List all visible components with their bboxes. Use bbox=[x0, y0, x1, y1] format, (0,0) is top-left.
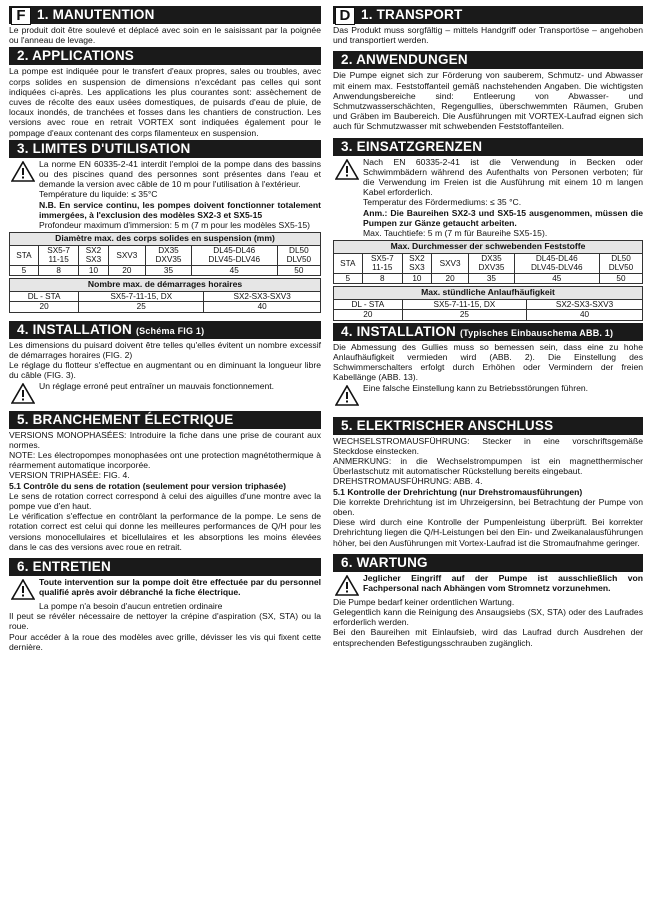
paragraph: Die Pumpe bedarf keiner ordentlichen Wartung. bbox=[333, 596, 515, 607]
table-header-cell: DL - STA bbox=[334, 299, 403, 310]
subsection-title: 5.1 Kontrolle der Drehrichtung (nur Drehstromausführungen) bbox=[333, 486, 583, 497]
section-heading: 5. BRANCHEMENT ÉLECTRIQUE bbox=[9, 411, 321, 429]
subsection-title: 5.1 Contrôle du sens de rotation (seulement pour version triphasée) bbox=[9, 480, 286, 491]
paragraph: Gelegentlich kann die Reinigung des Ansaugsiebs (SX, STA) oder des Laufrades erforderlich werden. bbox=[333, 607, 643, 628]
paragraph: Das Produkt muss sorgfältig – mittels Handgriff oder Transportöse – angehoben und transportiert werden. bbox=[333, 25, 643, 46]
paragraph: Les dimensions du puisard doivent être telles qu'elles évitent un nombre excessif de démarrages horaires (FIG. 2) bbox=[9, 339, 321, 360]
warning-triangle-icon bbox=[335, 159, 359, 180]
paragraph: Le vérification s'effectue en contrôlant la performance de la pompe. Le sens de rotation correct est celui qui donne les meilleures performances de Q/H pour les versions monocellulaires et bicellulaires et les absorptions les moins élevées dans le cas des versions avec roue en retrait. bbox=[9, 511, 321, 552]
section-title: 1. MANUTENTION bbox=[37, 7, 155, 22]
paragraph: WECHSELSTROMAUSFÜHRUNG: Stecker in eine vorschriftsgemäße Steckdose einstecken. bbox=[333, 435, 643, 456]
warning-text: Eine falsche Einstellung kann zu Betriebsstörungen führen. bbox=[363, 382, 589, 393]
table-cell: 40 bbox=[204, 302, 321, 313]
paragraph: VERSIONS MONOPHASÉES: Introduire la fiche dans une prise de courant aux normes. bbox=[9, 429, 321, 450]
table-cell: 35 bbox=[146, 265, 192, 276]
note-label: N.B. bbox=[39, 199, 57, 210]
section-heading: 3. LIMITES D'UTILISATION bbox=[9, 140, 321, 158]
section-heading: 2. ANWENDUNGEN bbox=[333, 51, 643, 69]
paragraph: Le produit doit être soulevé et déplacé avec soin en le saisissant par la poignée ou l'anneau de levage. bbox=[9, 25, 321, 46]
table-header-cell: STA bbox=[10, 245, 39, 265]
warning-block bbox=[9, 159, 321, 190]
table-header-cell: DL45-DL46 DLV45-DLV46 bbox=[514, 253, 599, 273]
table-header-cell: SX2-SX3-SXV3 bbox=[527, 299, 643, 310]
paragraph: Diese wird durch eine Kontrolle der Pumpenleistung überprüft. Bei korrekter Drehrichtung liegen die Q/H-Leistungen bei den Ein- und Zweikanalausführungen höher, bei den Ausführungen mit Vortex-Laufrad ist die Stromaufnahme geringer. bbox=[333, 517, 643, 548]
warning-block bbox=[333, 573, 643, 597]
note-label: Anm.: bbox=[363, 207, 388, 218]
paragraph: Bei den Baureihen mit Einlaufsieb, wird das Laufrad durch Ausdrehen der entsprechenden Befestigungsschrauben zugänglich. bbox=[333, 627, 643, 648]
table-header-cell: DX35 DXV35 bbox=[146, 245, 192, 265]
table-header-cell: DX35 DXV35 bbox=[469, 253, 514, 273]
depth-line: Max. Tauchtiefe: 5 m (7 m für Baureihe SX5-15). bbox=[363, 228, 548, 239]
warning-text: Jeglicher Eingriff auf der Pumpe ist ausschließlich von Fachpersonal nach Abhängen vom Stromnetz vorzunehmen. bbox=[363, 572, 643, 593]
table-cell: 50 bbox=[277, 265, 320, 276]
table-header-cell: SXV3 bbox=[431, 253, 468, 273]
table-header-cell: STA bbox=[334, 253, 363, 273]
table-cell: 10 bbox=[79, 265, 108, 276]
warning-triangle-icon bbox=[11, 383, 35, 404]
paragraph: DREHSTROMAUSFÜHRUNG: ABB. 4. bbox=[333, 476, 483, 487]
table-cell: 20 bbox=[108, 265, 146, 276]
warning-triangle-icon bbox=[11, 161, 35, 182]
table-caption: Nombre max. de démarrages horaires bbox=[10, 279, 321, 292]
table-cell: 5 bbox=[10, 265, 39, 276]
table-header-cell: SX2 SX3 bbox=[402, 253, 431, 273]
table-cell: 50 bbox=[599, 273, 642, 284]
temperature-line: Temperatur des Fördermediums: ≤ 35 °C. bbox=[363, 197, 522, 208]
table-caption: Diamètre max. des corps solides en suspension (mm) bbox=[10, 233, 321, 246]
section-title: 1. TRANSPORT bbox=[361, 7, 463, 22]
depth-line: Profondeur maximum d'immersion: 5 m (7 m pour les modèles SX5-15) bbox=[39, 220, 311, 231]
section-heading: 3. EINSATZGRENZEN bbox=[333, 138, 643, 156]
table-cell: 25 bbox=[402, 310, 526, 321]
paragraph: Pour accéder à la roue des modèles avec grille, dévisser les vis qui fixent cette dernière. bbox=[9, 631, 321, 652]
note bbox=[333, 208, 643, 228]
paragraph: Die korrekte Drehrichtung ist im Uhrzeigersinn, bei Betrachtung der Pumpe von oben. bbox=[333, 496, 643, 517]
section-heading: 5. ELEKTRISCHER ANSCHLUSS bbox=[333, 417, 643, 435]
section-heading: 6. ENTRETIEN bbox=[9, 558, 321, 576]
table-cell: 8 bbox=[38, 265, 79, 276]
paragraph: Le réglage du flotteur s'effectue en augmentant ou en diminuant la longueur libre du câble (FIG. 3). bbox=[9, 360, 321, 381]
table-header-cell: DL50 DLV50 bbox=[277, 245, 320, 265]
paragraph: La pompe n'a besoin d'aucun entretien ordinaire bbox=[39, 601, 223, 611]
paragraph: Il peut se révéler nécessaire de nettoyer la crépine d'aspiration (SX, STA) ou la roue. bbox=[9, 611, 321, 632]
note bbox=[9, 200, 321, 220]
table-cell: 8 bbox=[362, 273, 402, 284]
warning-text: Un réglage erroné peut entraîner un mauvais fonctionnement. bbox=[39, 380, 275, 391]
table-header-cell: DL - STA bbox=[10, 291, 79, 302]
table-header-cell: SXV3 bbox=[108, 245, 146, 265]
solids-diameter-table bbox=[9, 232, 321, 276]
table-cell: 20 bbox=[431, 273, 468, 284]
warning-triangle-icon bbox=[335, 575, 359, 596]
warning-text: La norme EN 60335-2-41 interdit l'emploi de la pompe dans des bassins ou des piscines quand des personnes sont présentes dans l'eau et demande la version avec câble de 10 m pour l'utilisation à l'extérieur. bbox=[39, 158, 321, 190]
table-cell: 10 bbox=[402, 273, 431, 284]
warning-block bbox=[9, 381, 321, 405]
table-header-cell: SX5-7 11-15 bbox=[362, 253, 402, 273]
table-header-cell: DL45-DL46 DLV45-DLV46 bbox=[191, 245, 277, 265]
starts-per-hour-table bbox=[9, 278, 321, 313]
paragraph: NOTE: Les électropompes monophasées ont une protection magnétothermique à réarmement automatique incorporée. bbox=[9, 449, 321, 471]
paragraph: La pompe est indiquée pour le transfert d'eaux propres, sales ou troubles, avec corps solides en suspension de dimensions n'excédant pas celles qui sont indiquées ci-après. Les applications les plus courantes sont: assèchement de cuves de récolte des eaux usées domestiques, de puisards d'eau de pluie, de locaux inondés, de tranchées et fosses dans les chantiers de construction. Les versions avec roue en retrait VORTEX sont indiquées également pour le pompage d'eaux contenant des corps filamenteux en suspension. bbox=[9, 66, 321, 138]
section-title-note: (Schéma FIG 1) bbox=[135, 325, 205, 336]
warning-block bbox=[333, 157, 643, 198]
paragraph: Die Pumpe eignet sich zur Förderung von sauberem, Schmutz- und Abwasser mit einem max. Feststoffanteil gemäß nachstehenden Angaben. Die wichtigsten Anwendungsbereiche sind: Entleerung von Abwasser- und Schmutzwasserschächten, Regengullies, überschwemmten Räumen, Gruben und Gräben im Baubereich. Die Ausführungen mit VORTEX-Laufrad eignen sich auch für Schmutzwasser mit schwebenden Feststoffanteilen. bbox=[333, 70, 643, 132]
german-column bbox=[333, 4, 643, 648]
section-heading bbox=[9, 6, 321, 24]
table-header-cell: SX2 SX3 bbox=[79, 245, 108, 265]
table-cell: 40 bbox=[527, 310, 643, 321]
note-text: En service continu, les pompes doivent fonctionner totalement immergées, à l'exclusion des modèles SX2-3 et SX5-15 bbox=[39, 199, 321, 220]
table-cell: 20 bbox=[10, 302, 79, 313]
table-header-cell: SX5-7-11-15, DX bbox=[79, 291, 204, 302]
table-header-cell: SX5-7 11-15 bbox=[38, 245, 79, 265]
table-caption: Max. stündliche Anlaufhäufigkeit bbox=[334, 287, 643, 300]
table-cell: 25 bbox=[79, 302, 204, 313]
section-heading bbox=[333, 6, 643, 24]
section-title: 4. INSTALLATION bbox=[17, 321, 132, 337]
starts-per-hour-table bbox=[333, 286, 643, 321]
table-cell: 35 bbox=[469, 273, 514, 284]
language-badge: D bbox=[335, 7, 355, 25]
warning-triangle-icon bbox=[11, 579, 35, 600]
paragraph: Le sens de rotation correct correspond à celui des aiguilles d'une montre avec la pompe vue d'en haut. bbox=[9, 490, 321, 511]
paragraph: ANMERKUNG: in die Wechselstrompumpen ist ein magnetthermischer Überlastschutz mit automatischer Rückstellung bereits eingebaut. bbox=[333, 455, 643, 477]
table-caption: Max. Durchmesser der schwebenden Feststoffe bbox=[334, 241, 643, 254]
warning-block bbox=[333, 383, 643, 407]
section-heading bbox=[333, 323, 643, 341]
section-heading: 6. WARTUNG bbox=[333, 554, 643, 572]
section-heading: 2. APPLICATIONS bbox=[9, 47, 321, 65]
note-text: Die Baureihen SX2-3 und SX5-15 ausgenommen, müssen die Pumpen zur Gänze getaucht arbeiten. bbox=[363, 207, 644, 228]
table-cell: 20 bbox=[334, 310, 403, 321]
table-header-cell: SX5-7-11-15, DX bbox=[402, 299, 526, 310]
language-badge: F bbox=[11, 7, 31, 25]
warning-block bbox=[9, 577, 321, 601]
table-cell: 45 bbox=[191, 265, 277, 276]
table-header-cell: DL50 DLV50 bbox=[599, 253, 642, 273]
section-title-note: (Typisches Einbauschema ABB. 1) bbox=[459, 327, 614, 338]
paragraph: VERSION TRIPHASÉE: FIG. 4. bbox=[9, 470, 130, 481]
table-cell: 45 bbox=[514, 273, 599, 284]
warning-text: Toute intervention sur la pompe doit être effectuée par du personnel qualifié après avoir débranché la fiche électrique. bbox=[39, 577, 321, 598]
temperature-line: Température du liquide: ≤ 35°C bbox=[39, 189, 158, 200]
paragraph: Die Abmessung des Gullies muss so bemessen sein, dass eine zu hohe Anlaufhäufigkeit vermieden wird (ABB. 2). Die Einstellung des Schwimmerschalters erfolgt durch Erhöhen oder Vermindern der freien Kabellänge (ABB. 13). bbox=[333, 341, 643, 383]
warning-triangle-icon bbox=[335, 385, 359, 406]
warning-text: Nach EN 60335-2-41 ist die Verwendung in Becken oder Schwimmbädern während des Aufenthalts von Personen verboten; für die Verwendung im Freien ist die Ausführung mit einem 10 m langen Kabel erforderlich. bbox=[363, 156, 643, 198]
solids-diameter-table bbox=[333, 240, 643, 284]
section-heading bbox=[9, 321, 321, 339]
table-cell: 5 bbox=[334, 273, 363, 284]
french-column bbox=[9, 4, 321, 652]
table-header-cell: SX2-SX3-SXV3 bbox=[204, 291, 321, 302]
section-title: 4. INSTALLATION bbox=[341, 323, 456, 339]
